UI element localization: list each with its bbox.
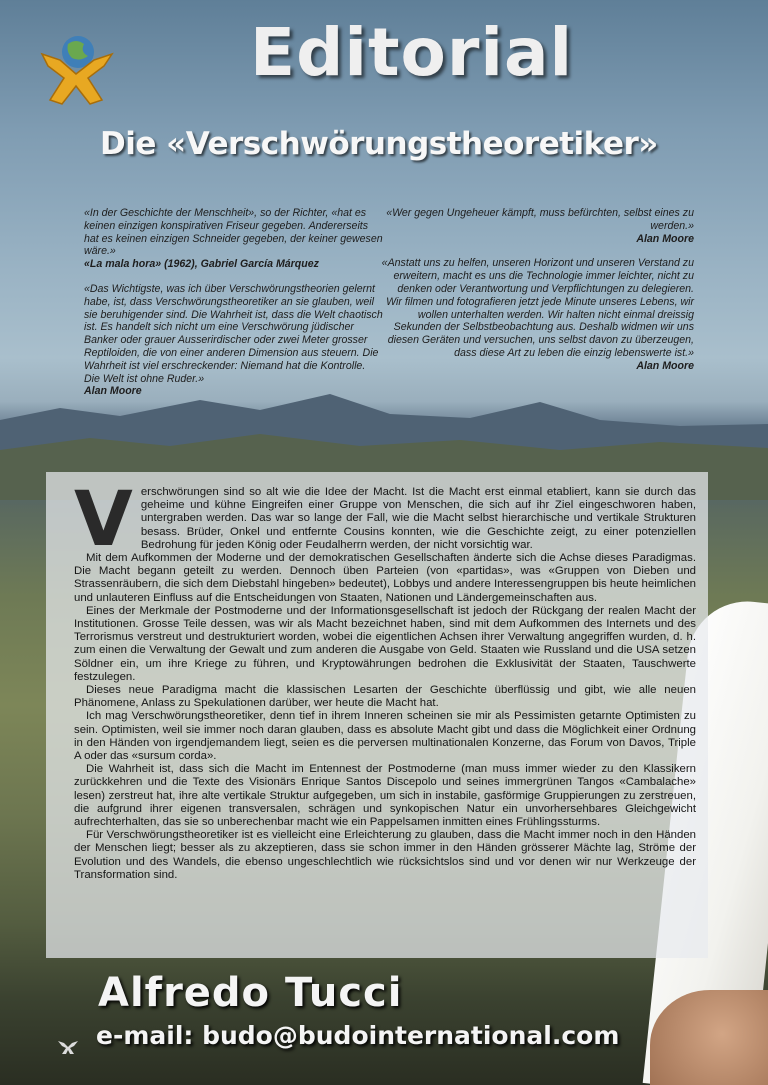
quote-text: «Wer gegen Ungeheuer kämpft, muss befürchten, selbst eines zu werden.» (386, 207, 694, 232)
budo-globe-logo-icon (36, 30, 116, 106)
page-title: Editorial (250, 14, 574, 91)
quote-text: «In der Geschichte der Menschheit», so der Richter, «hat es keinen einzigen konspirativen Friseur gegeben. Andererseits hat es keinen einzigen Schneider gegeben, der keiner gewesen wäre.» (84, 207, 383, 258)
article-subtitle: Die «Verschwörungstheoretiker» (100, 126, 658, 162)
article-body (74, 474, 696, 882)
article-paragraph: Verschwörungen sind so alt wie die Idee der Macht. Ist die Macht erst einmal etabliert, kann sie durch das geheime und kühne Eingreifen einer Gruppe von Menschen, die sich auf ihr Ziel eingeschworen haben, untergraben werden. Das war so lange der Fall, wie die Macht selbst hierarchische und vertikale Strukturen besass. Brüder, Onkel und entfernte Cousins konnten, wie die Geschichte zeigt, zu einer potenziellen Bedrohung für jeden König oder Feudalherrn werden, der nicht vorsichtig war. (74, 474, 696, 563)
quote-column-right (380, 207, 694, 373)
article-paragraph: Für Verschwörungstheoretiker ist es vielleicht eine Erleichterung zu glauben, dass die Macht immer noch in den Händen der Menschen liegt; besser als zu akzeptieren, dass sie schon immer in den Händen grösserer Mächte lag, Ströme der Evolution und des Wandels, die ebenso ungeschlechtlich wie rücksichtslos sind und vor denen wir nur Werkzeuge der Transformation sind. (74, 829, 696, 881)
person-shoulder (650, 990, 768, 1085)
quote-text: «Anstatt uns zu helfen, unseren Horizont und unseren Verstand zu erweitern, macht es uns die Technologie immer leichter, nicht zu denken oder Verantwortung und Verpflichtungen zu delegieren. Wir filmen und fotografieren jetzt jede Minute unseres Lebens, wir wollen unterhalten werden. Wir halten nicht einmal dreissig Sekunden der Selbstbeobachtung aus. Deshalb widmen wir uns diesen Geräten und versuchen, uns selbst davon zu überzeugen, dass diese Art zu leben die einzig lebenswerte ist.» (381, 257, 694, 359)
quote-column-left (84, 207, 384, 398)
article-paragraph: Dieses neue Paradigma macht die klassischen Lesarten der Geschichte überflüssig und gibt, wie alle neuen Phänomene, Anlass zu Spekulationen darüber, wer heute die Macht hat. (74, 684, 696, 710)
author-email-link[interactable]: e-mail: budo@budointernational.com (96, 1021, 620, 1050)
drop-cap: V (74, 474, 133, 563)
article-paragraph: Eines der Merkmale der Postmoderne und der Informationsgesellschaft ist jedoch der Rückgang der realen Macht der Institutionen. Grosse Teile dessen, was wir als Macht bezeichnet haben, sind mit dem Aufkommen des Internets und des Terrorismus verstreut und destrukturiert worden, wobei die eigentlichen Achsen ihrer Verwaltung angegriffen wurden, d. h. zum einen die Verwaltung der Gewalt und zum anderen die Ausgabe von Geld. Staaten wie Russland und die USA setzen Söldner ein, um ihre Kriege zu führen, und Kryptowährungen bedrohen die Exklusivität der Staaten, Tauschwerte festzulegen. (74, 604, 696, 683)
quote-author: Alan Moore (636, 232, 694, 245)
author-name: Alfredo Tucci (98, 970, 403, 1016)
quote-author: Alan Moore (636, 359, 694, 372)
article-paragraph: Die Wahrheit ist, dass sich die Macht im Entennest der Postmoderne (man muss immer wieder zu den Klassikern zurückkehren und die Texte des Visionärs Enrique Santos Discepolo und seines immergrünen Tangos «Cambalache» lesen) zerstreut hat, ihre alte vertikale Struktur aufgegeben, um sich in instabile, gasförmige Gruppierungen zu zerstreuen, die aufgrund ihrer eigenen transversalen, schrägen und synkopischen Natur ein unvorhersehbares Gleichgewicht aufrechterhalten, das sie so unberechenbar macht wie ein Pappelsamen inmitten eines Frühlingssturms. (74, 763, 696, 829)
article-paragraph: Mit dem Aufkommen der Moderne und der demokratischen Gesellschaften änderte sich die Achse dieses Paradigmas. Die Macht begann geteilt zu werden. Dennoch üben Parteien (von «partidas», was «Gruppen von Dieben und Strassenräubern, die sich dem Diebstahl hingeben» bedeutet), Lobbys und andere Interessengruppen bis heute heimlichen und unlauteren Einfluss auf die Entscheidungen von Staaten, Nationen und Ländergemeinschaften aus. (74, 552, 696, 604)
quote-author: «La mala hora» (1962), Gabriel García Márquez (84, 258, 319, 271)
budo-small-logo-icon (58, 1038, 78, 1054)
quote-text: «Das Wichtigste, was ich über Verschwörungstheorien gelernt habe, ist, dass Verschwörungstheoretiker an sie glauben, weil sie beruhigender sind. Die Wahrheit ist, dass die Welt chaotisch ist. Es handelt sich nicht um eine Verschwörung jüdischer Banker oder grauer Ausserirdischer oder zwei Meter grosser Reptiloiden, die von einer anderen Dimension aus steuern. Die Wahrheit ist viel erschreckender: Niemand hat die Kontrolle. Die Welt ist ohne Ruder.» (84, 282, 383, 385)
quote-author: Alan Moore (84, 385, 142, 398)
article-paragraph: Ich mag Verschwörungstheoretiker, denn tief in ihrem Inneren scheinen sie mir als Pessimisten getarnte Optimisten zu sein. Optimisten, weil sie immer noch daran glauben, dass es absolute Macht gibt und dass die Möglichkeit einer Ordnung in den Händen von irgendjemandem liegt, seien es die perversen multinationalen Konzerne, das Forum von Davos, Triple A oder das «sursum corda». (74, 710, 696, 763)
